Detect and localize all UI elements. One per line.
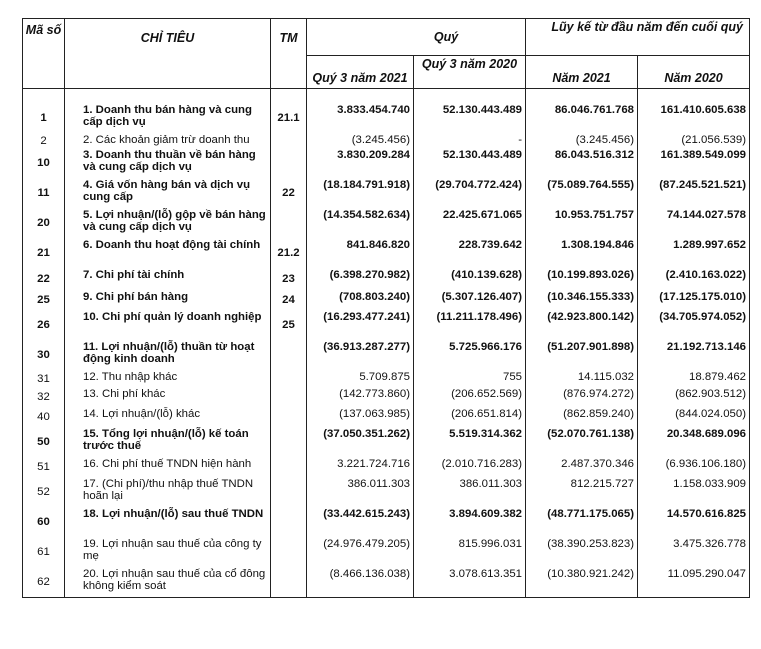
row-q3-2021: (37.050.351.262) [307,427,414,457]
row-tm [271,537,307,567]
row-ytd-2020: 11.095.290.047 [638,567,750,597]
table-row [23,238,750,268]
header-ma-so: Mã số [23,19,65,89]
row-ytd-2020: (6.936.106.180) [638,457,750,477]
table-row [23,370,750,387]
row-code: 50 [23,427,65,457]
row-ytd-2020: 14.570.616.825 [638,507,750,537]
table-header [23,19,750,89]
row-ytd-2021: (10.380.921.242) [526,567,638,597]
header-quy: Quý [307,19,526,56]
row-ytd-2020: 18.879.462 [638,370,750,387]
row-code: 52 [23,477,65,507]
row-ytd-2020: 1.158.033.909 [638,477,750,507]
header-q3-2020: Quý 3 năm 2020 [414,56,526,89]
spacer-row [23,89,750,104]
row-tm [271,477,307,507]
row-ytd-2021: 14.115.032 [526,370,638,387]
row-q3-2021: 5.709.875 [307,370,414,387]
row-ytd-2021: 86.046.761.768 [526,103,638,133]
table-row [23,133,750,148]
row-code: 21 [23,238,65,268]
row-q3-2021: (708.803.240) [307,290,414,310]
table-row [23,208,750,238]
row-tm: 23 [271,268,307,290]
table-row [23,407,750,427]
row-label: 9. Chi phí bán hàng [65,290,271,310]
header-nam-2020: Năm 2020 [638,56,750,89]
row-code: 51 [23,457,65,477]
table-row [23,103,750,133]
row-q3-2020: (2.010.716.283) [414,457,526,477]
row-tm [271,457,307,477]
row-label: 13. Chi phí khác [65,387,271,407]
row-ytd-2020: (34.705.974.052) [638,310,750,340]
header-luy-ke: Lũy kế từ đầu năm đến cuối quý [526,19,750,56]
row-q3-2020: 52.130.443.489 [414,103,526,133]
row-q3-2021: (16.293.477.241) [307,310,414,340]
row-label: 11. Lợi nhuận/(lỗ) thuần từ hoạt động kinh doanh [65,340,271,370]
row-ytd-2020: (844.024.050) [638,407,750,427]
header-tm: TM [271,19,307,89]
row-q3-2021: (6.398.270.982) [307,268,414,290]
row-ytd-2021: (862.859.240) [526,407,638,427]
table-row [23,290,750,310]
row-q3-2021: 3.221.724.716 [307,457,414,477]
row-ytd-2021: (42.923.800.142) [526,310,638,340]
row-label: 20. Lợi nhuận sau thuế của cổ đông không kiểm soát [65,567,271,597]
row-ytd-2021: (38.390.253.823) [526,537,638,567]
table-row [23,268,750,290]
row-q3-2020: 52.130.443.489 [414,148,526,178]
row-tm: 21.1 [271,103,307,133]
row-q3-2021: 386.011.303 [307,477,414,507]
row-q3-2021: 3.830.209.284 [307,148,414,178]
row-q3-2021: (18.184.791.918) [307,178,414,208]
row-q3-2021: (142.773.860) [307,387,414,407]
row-label: 12. Thu nhập khác [65,370,271,387]
row-code: 22 [23,268,65,290]
row-q3-2020: (5.307.126.407) [414,290,526,310]
row-q3-2020: 3.894.609.382 [414,507,526,537]
table-row [23,340,750,370]
row-label: 3. Doanh thu thuần về bán hàng và cung cấp dịch vụ [65,148,271,178]
header-chi-tieu: CHỈ TIÊU [65,19,271,89]
row-tm [271,387,307,407]
row-tm [271,370,307,387]
row-ytd-2020: (862.903.512) [638,387,750,407]
row-ytd-2020: 3.475.326.778 [638,537,750,567]
table-body [23,89,750,598]
row-ytd-2021: 10.953.751.757 [526,208,638,238]
row-tm [271,407,307,427]
row-q3-2020: (29.704.772.424) [414,178,526,208]
row-ytd-2020: (17.125.175.010) [638,290,750,310]
row-ytd-2021: 812.215.727 [526,477,638,507]
table-row [23,178,750,208]
row-ytd-2021: 2.487.370.346 [526,457,638,477]
row-q3-2020: 22.425.671.065 [414,208,526,238]
row-code: 2 [23,133,65,148]
row-label: 4. Giá vốn hàng bán và dịch vụ cung cấp [65,178,271,208]
row-ytd-2021: (48.771.175.065) [526,507,638,537]
row-ytd-2020: 21.192.713.146 [638,340,750,370]
row-tm: 21.2 [271,238,307,268]
row-label: 19. Lợi nhuận sau thuế của công ty mẹ [65,537,271,567]
row-q3-2021: (8.466.136.038) [307,567,414,597]
row-label: 18. Lợi nhuận/(lỗ) sau thuế TNDN [65,507,271,537]
table-row [23,148,750,178]
row-q3-2021: (24.976.479.205) [307,537,414,567]
row-q3-2021: (14.354.582.634) [307,208,414,238]
row-q3-2020: 5.725.966.176 [414,340,526,370]
row-code: 32 [23,387,65,407]
row-q3-2021: (3.245.456) [307,133,414,148]
row-q3-2021: 841.846.820 [307,238,414,268]
row-tm [271,208,307,238]
row-tm: 25 [271,310,307,340]
table-row [23,567,750,597]
table-row [23,477,750,507]
row-q3-2020: 228.739.642 [414,238,526,268]
table-row [23,457,750,477]
row-tm [271,148,307,178]
header-nam-2021: Năm 2021 [526,56,638,89]
row-tm [271,567,307,597]
row-code: 1 [23,103,65,133]
row-q3-2020: - [414,133,526,148]
table-row [23,537,750,567]
row-ytd-2021: 1.308.194.846 [526,238,638,268]
row-code: 11 [23,178,65,208]
row-q3-2020: (410.139.628) [414,268,526,290]
row-q3-2021: (36.913.287.277) [307,340,414,370]
row-code: 60 [23,507,65,537]
row-ytd-2020: 74.144.027.578 [638,208,750,238]
row-label: 1. Doanh thu bán hàng và cung cấp dịch vụ [65,103,271,133]
header-q3-2021: Quý 3 năm 2021 [307,56,414,89]
row-code: 25 [23,290,65,310]
row-code: 62 [23,567,65,597]
row-q3-2020: 755 [414,370,526,387]
row-code: 30 [23,340,65,370]
row-ytd-2021: 86.043.516.312 [526,148,638,178]
row-tm: 24 [271,290,307,310]
row-label: 6. Doanh thu hoạt động tài chính [65,238,271,268]
row-label: 14. Lợi nhuận/(lỗ) khác [65,407,271,427]
row-ytd-2020: (87.245.521.521) [638,178,750,208]
table-row [23,507,750,537]
row-code: 31 [23,370,65,387]
row-ytd-2020: 161.389.549.099 [638,148,750,178]
row-q3-2021: 3.833.454.740 [307,103,414,133]
row-label: 16. Chi phí thuế TNDN hiện hành [65,457,271,477]
row-ytd-2021: (75.089.764.555) [526,178,638,208]
row-label: 17. (Chi phí)/thu nhập thuế TNDN hoãn lại [65,477,271,507]
row-code: 20 [23,208,65,238]
row-tm [271,507,307,537]
row-label: 5. Lợi nhuận/(lỗ) gộp về bán hàng và cung cấp dịch vụ [65,208,271,238]
row-q3-2020: 386.011.303 [414,477,526,507]
row-tm: 22 [271,178,307,208]
row-label: 10. Chi phí quản lý doanh nghiệp [65,310,271,340]
row-ytd-2020: 20.348.689.096 [638,427,750,457]
row-tm [271,340,307,370]
row-ytd-2020: (21.056.539) [638,133,750,148]
row-ytd-2021: (10.346.155.333) [526,290,638,310]
table-row [23,310,750,340]
row-label: 7. Chi phí tài chính [65,268,271,290]
row-tm [271,427,307,457]
row-q3-2020: (206.652.569) [414,387,526,407]
row-label: 15. Tổng lợi nhuận/(lỗ) kế toán trước thuế [65,427,271,457]
row-ytd-2021: (51.207.901.898) [526,340,638,370]
row-ytd-2021: (876.974.272) [526,387,638,407]
table-row [23,387,750,407]
row-tm [271,133,307,148]
row-q3-2020: (206.651.814) [414,407,526,427]
row-q3-2020: 5.519.314.362 [414,427,526,457]
row-q3-2020: 815.996.031 [414,537,526,567]
row-ytd-2020: 1.289.997.652 [638,238,750,268]
row-ytd-2020: (2.410.163.022) [638,268,750,290]
row-ytd-2021: (52.070.761.138) [526,427,638,457]
table-row [23,427,750,457]
row-code: 61 [23,537,65,567]
row-ytd-2021: (10.199.893.026) [526,268,638,290]
row-q3-2021: (33.442.615.243) [307,507,414,537]
row-q3-2020: (11.211.178.496) [414,310,526,340]
income-statement-table [22,18,750,598]
row-q3-2021: (137.063.985) [307,407,414,427]
row-ytd-2021: (3.245.456) [526,133,638,148]
row-code: 26 [23,310,65,340]
row-q3-2020: 3.078.613.351 [414,567,526,597]
row-code: 10 [23,148,65,178]
row-ytd-2020: 161.410.605.638 [638,103,750,133]
row-label: 2. Các khoản giảm trừ doanh thu [65,133,271,148]
row-code: 40 [23,407,65,427]
